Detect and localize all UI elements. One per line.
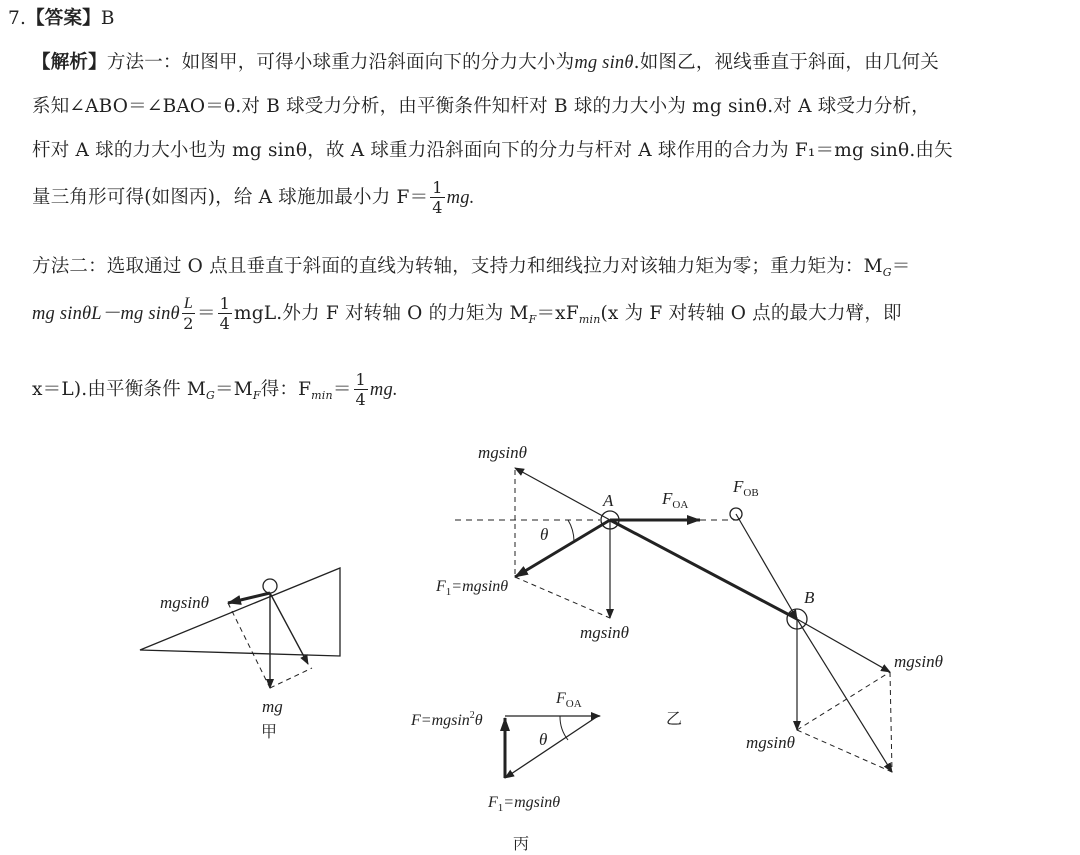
figure-bing (505, 716, 600, 778)
incline-triangle (140, 568, 340, 656)
bing-label-F: F=mgsin$^2$θ (411, 710, 483, 729)
analysis-text-4b: mg. (446, 188, 475, 208)
arrow-B-resultant (797, 619, 892, 772)
caption-bing: 丙 (513, 834, 530, 853)
arrow-A-mgsin-up (515, 468, 610, 520)
jia-label-mg: mg (262, 697, 283, 716)
yi-label-B: B (804, 588, 815, 607)
analysis-line-2: 系知∠ABO＝∠BAO＝θ.对 B 球受力分析，由平衡条件知杆对 B 球的力大小为 mg sinθ.对 A 球受力分析， (32, 96, 930, 117)
ball-circle (263, 579, 277, 593)
analysis-expr-1: mg sinθ (574, 53, 634, 73)
yi-label-mgsin-lower: mgsinθ (746, 733, 795, 752)
analysis-text-1b: .如图乙，视线垂直于斜面，由几何关 (633, 52, 939, 73)
analysis-text-1: 方法一：如图甲，可得小球重力沿斜面向下的分力大小为 (106, 52, 575, 73)
arrow-F1-bing (505, 716, 598, 778)
answer-value: B (100, 8, 115, 29)
analysis-text-6a: mg sinθL－mg sinθ (32, 304, 180, 324)
yi-label-F1: $F_1=mgsin\theta$ (436, 578, 509, 598)
caption-yi: 乙 (666, 709, 683, 728)
fraction-quarter: $\frac{1}{4}$ (432, 178, 443, 217)
fraction-L-over-2: $\frac{L}{2}$ (183, 295, 194, 333)
figure-jia (140, 568, 340, 688)
analysis-label: 【解析】 (32, 52, 107, 73)
yi-label-mgsin-right: mgsinθ (894, 652, 943, 671)
analysis-text-4a: 量三角形可得(如图丙)，给 A 球施加最小力 F＝ (32, 187, 429, 208)
analysis-line-7: x＝L).由平衡条件 $M_G=M_F$得：$F_{min}=$ $\frac{1}{4}$ mg. (32, 370, 398, 409)
yi-label-A: A (603, 491, 614, 510)
bing-label-theta: θ (539, 730, 548, 749)
yi-label-mgsin-below: mgsinθ (580, 623, 629, 642)
arrow-normal-component (270, 593, 308, 664)
answer-label: 【答案】 (26, 8, 101, 29)
bing-label-F1: $F_1=mgsin\theta$ (488, 794, 561, 814)
jia-label-mgsin: mgsinθ (160, 593, 209, 612)
yi-label-FOA: $F_{OA}$ (662, 489, 689, 511)
caption-jia: 甲 (261, 722, 278, 741)
arrow-B-mgsin-right (797, 619, 890, 672)
rod-AB (610, 520, 797, 619)
fraction-quarter-3: $\frac{1}{4}$ (355, 370, 366, 409)
fraction-quarter-2: $\frac{1}{4}$ (219, 294, 231, 333)
bing-label-FOA: $F_{OA}$ (556, 690, 582, 710)
yi-label-FOB: $F_{OB}$ (733, 477, 759, 499)
analysis-text-5: 方法二：选取通过 O 点且垂直于斜面的直线为转轴，支持力和细线拉力对该轴力矩为零；重力矩为：M (32, 256, 883, 277)
analysis-line-6: mg sinθL－mg sinθ $\frac{L}{2}$ ＝ $\frac{1}{4}$ mgL.外力 F 对转轴 O 的力矩为 $M_F=xF_{min}(x$ 为 F 对转轴 O 点的最大力臂，即 (32, 294, 902, 333)
analysis-line-5: 方法二：选取通过 O 点且垂直于斜面的直线为转轴，支持力和细线拉力对该轴力矩为零；重力矩为：$M_G=$ (32, 256, 911, 279)
yi-label-mgsin-top: mgsinθ (478, 443, 527, 462)
analysis-line-3: 杆对 A 球的力大小也为 mg sinθ，故 A 球重力沿斜面向下的分力与杆对 A 球作用的合力为 F₁＝mg sinθ.由矢 (32, 140, 953, 161)
question-number: 7. (8, 8, 27, 29)
yi-label-theta: θ (540, 525, 549, 544)
arrow-mgsin (228, 593, 270, 603)
arrow-F1 (515, 520, 610, 577)
